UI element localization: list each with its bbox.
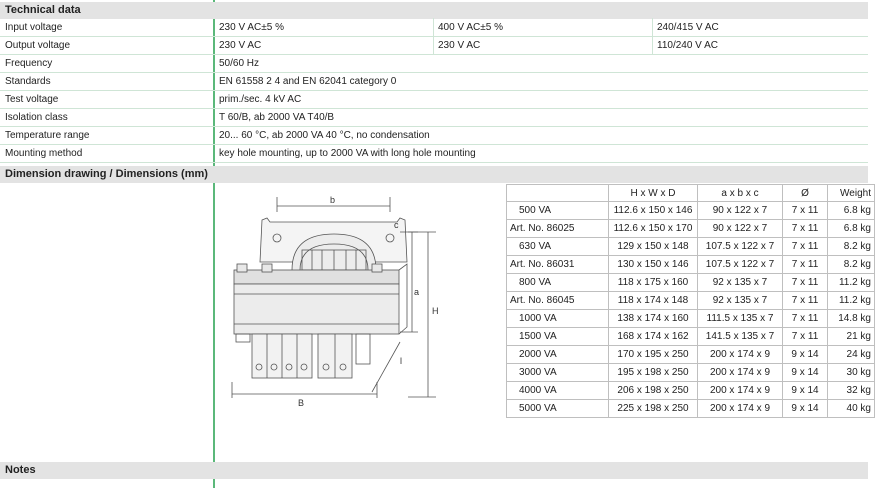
row-value: 20... 60 °C, ab 2000 VA 40 °C, no condensation: [219, 130, 430, 141]
value-cell: 90 x 122 x 7: [698, 202, 783, 220]
value-cell: 6.8 kg: [828, 202, 875, 220]
model-cell: Art. No. 86045: [507, 292, 609, 310]
model-cell: 500 VA: [507, 202, 609, 220]
table-header-row: [507, 185, 875, 202]
model-cell: Art. No. 86025: [507, 220, 609, 238]
value-cell: 9 x 14: [783, 364, 828, 382]
transformer-dimension-drawing: [222, 192, 442, 414]
model-cell: 800 VA: [507, 274, 609, 292]
value-cell: 7 x 11: [783, 220, 828, 238]
table-row: [0, 91, 868, 109]
value-cell: 9 x 14: [783, 382, 828, 400]
header-cell: [507, 185, 609, 202]
model-cell: 4000 VA: [507, 382, 609, 400]
notes-heading: Notes: [0, 462, 868, 479]
dim-label-l: l: [400, 356, 402, 366]
value-cell: 168 x 174 x 162: [609, 328, 698, 346]
value-cell: 130 x 150 x 146: [609, 256, 698, 274]
value-cell: 200 x 174 x 9: [698, 364, 783, 382]
value-cell: 138 x 174 x 160: [609, 310, 698, 328]
value-cell: 118 x 175 x 160: [609, 274, 698, 292]
dimensions-table: [506, 184, 875, 418]
value-cell: 170 x 195 x 250: [609, 346, 698, 364]
value-cell: 129 x 150 x 148: [609, 238, 698, 256]
value-cell: 9 x 14: [783, 346, 828, 364]
table-row: [507, 400, 875, 418]
header-cell: Weight: [828, 185, 875, 202]
value-cell: 40 kg: [828, 400, 875, 418]
value-cell: 32 kg: [828, 382, 875, 400]
value-cell: 11.2 kg: [828, 274, 875, 292]
value-cell: 7 x 11: [783, 256, 828, 274]
value-cell: 11.2 kg: [828, 292, 875, 310]
row-value: T 60/B, ab 2000 VA T40/B: [219, 112, 335, 123]
value-cell: 7 x 11: [783, 274, 828, 292]
row-label: Mounting method: [5, 148, 83, 159]
table-row: [507, 202, 875, 220]
value-cell: 7 x 11: [783, 310, 828, 328]
table-row: [507, 346, 875, 364]
value-cell: 206 x 198 x 250: [609, 382, 698, 400]
model-cell: 1000 VA: [507, 310, 609, 328]
model-cell: 1500 VA: [507, 328, 609, 346]
table-row: [0, 19, 868, 37]
value-cell: 141.5 x 135 x 7: [698, 328, 783, 346]
row-value: 230 V AC±5 %: [219, 22, 284, 33]
column-separator: [652, 18, 653, 54]
value-cell: 107.5 x 122 x 7: [698, 238, 783, 256]
table-row: [0, 73, 868, 91]
value-cell: 6.8 kg: [828, 220, 875, 238]
value-cell: 200 x 174 x 9: [698, 400, 783, 418]
value-cell: 112.6 x 150 x 146: [609, 202, 698, 220]
header-cell: H x W x D: [609, 185, 698, 202]
dim-label-a: a: [414, 287, 420, 297]
model-cell: 2000 VA: [507, 346, 609, 364]
model-cell: 5000 VA: [507, 400, 609, 418]
value-cell: 107.5 x 122 x 7: [698, 256, 783, 274]
row-value: 240/415 V AC: [657, 22, 719, 33]
table-row: [0, 109, 868, 127]
row-value: 230 V AC: [219, 40, 262, 51]
table-row: [507, 310, 875, 328]
value-cell: 225 x 198 x 250: [609, 400, 698, 418]
row-value: 50/60 Hz: [219, 58, 260, 69]
table-row: [507, 238, 875, 256]
value-cell: 92 x 135 x 7: [698, 274, 783, 292]
dimensions-heading: Dimension drawing / Dimensions (mm): [0, 166, 868, 183]
row-label: Output voltage: [5, 40, 71, 51]
value-cell: 21 kg: [828, 328, 875, 346]
header-cell: a x b x c: [698, 185, 783, 202]
row-value: 230 V AC: [438, 40, 481, 51]
value-cell: 112.6 x 150 x 170: [609, 220, 698, 238]
row-label: Isolation class: [5, 112, 68, 123]
value-cell: 7 x 11: [783, 238, 828, 256]
row-label: Standards: [5, 76, 51, 87]
table-row: [507, 274, 875, 292]
row-value: 400 V AC±5 %: [438, 22, 503, 33]
value-cell: 118 x 174 x 148: [609, 292, 698, 310]
table-row: [0, 127, 868, 145]
value-cell: 200 x 174 x 9: [698, 346, 783, 364]
dim-label-b: b: [330, 195, 336, 205]
row-label: Frequency: [5, 58, 53, 69]
row-value: key hole mounting, up to 2000 VA with long hole mounting: [219, 148, 476, 159]
dim-label-c: c: [394, 220, 399, 230]
value-cell: 111.5 x 135 x 7: [698, 310, 783, 328]
table-row: [507, 256, 875, 274]
value-cell: 7 x 11: [783, 202, 828, 220]
value-cell: 9 x 14: [783, 400, 828, 418]
row-label: Input voltage: [5, 22, 63, 33]
table-row: [0, 145, 868, 163]
dim-label-b-width: B: [298, 398, 305, 408]
value-cell: 7 x 11: [783, 292, 828, 310]
row-value: EN 61558 2 4 and EN 62041 category 0: [219, 76, 397, 87]
table-row: [507, 382, 875, 400]
model-cell: 630 VA: [507, 238, 609, 256]
table-row: [0, 55, 868, 73]
dim-label-h: H: [432, 306, 439, 316]
value-cell: 30 kg: [828, 364, 875, 382]
value-cell: 90 x 122 x 7: [698, 220, 783, 238]
value-cell: 7 x 11: [783, 328, 828, 346]
model-cell: 3000 VA: [507, 364, 609, 382]
value-cell: 92 x 135 x 7: [698, 292, 783, 310]
column-separator: [433, 18, 434, 54]
row-label: Temperature range: [5, 130, 90, 141]
table-row: [507, 220, 875, 238]
row-label: Test voltage: [5, 94, 59, 105]
value-cell: 8.2 kg: [828, 238, 875, 256]
value-cell: 14.8 kg: [828, 310, 875, 328]
value-cell: 195 x 198 x 250: [609, 364, 698, 382]
value-cell: 8.2 kg: [828, 256, 875, 274]
table-row: [507, 292, 875, 310]
header-cell: Ø: [783, 185, 828, 202]
model-cell: Art. No. 86031: [507, 256, 609, 274]
value-cell: 24 kg: [828, 346, 875, 364]
table-row: [0, 37, 868, 55]
table-row: [507, 328, 875, 346]
value-cell: 200 x 174 x 9: [698, 382, 783, 400]
row-value: prim./sec. 4 kV AC: [219, 94, 302, 105]
table-row: [507, 364, 875, 382]
technical-data-heading: Technical data: [0, 2, 868, 19]
row-value: 110/240 V AC: [657, 40, 718, 51]
